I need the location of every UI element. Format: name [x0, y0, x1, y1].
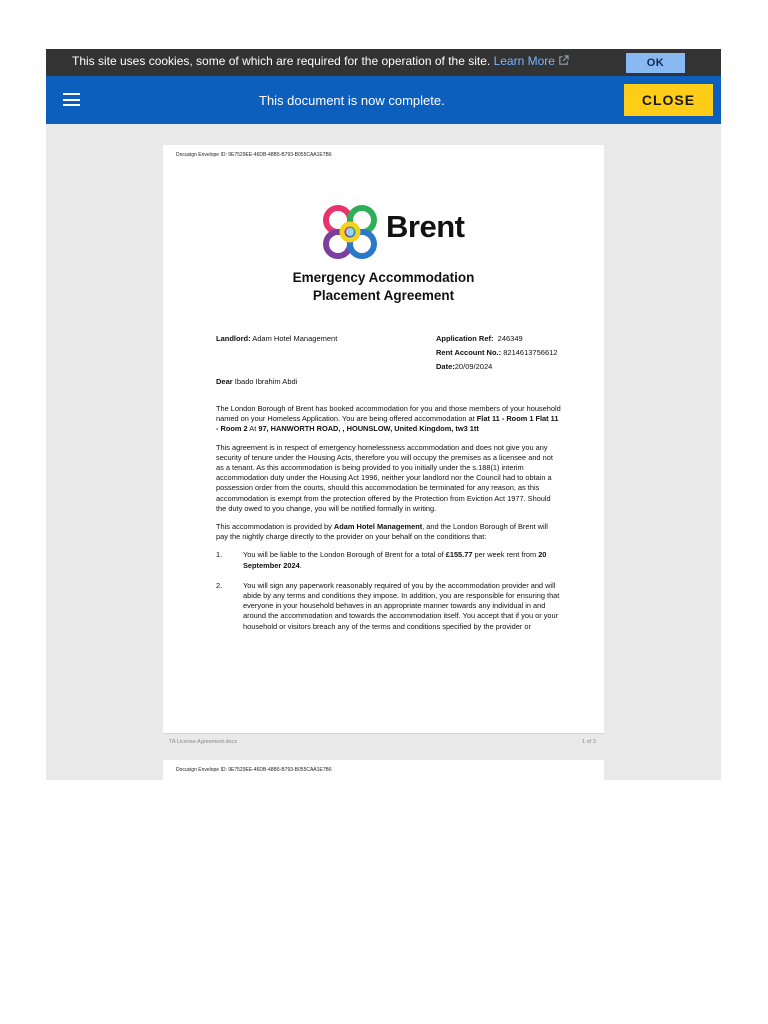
- salutation: [216, 377, 297, 386]
- envelope-id-page-2: Docusign Envelope ID: 9E7529EE-46DB-48B5-B793-B055CAA1E7B6: [176, 767, 332, 773]
- rent-account-value: 8214613756612: [503, 348, 558, 357]
- footer-filename: TA License Agreement.docx: [169, 739, 238, 745]
- learn-more-label: Learn More: [493, 54, 555, 68]
- paragraph-provider: [216, 522, 561, 542]
- hamburger-menu-icon[interactable]: [63, 93, 80, 106]
- date-row: [436, 362, 492, 371]
- external-link-icon: [558, 55, 569, 66]
- para1-text: The London Borough of Brent has booked accommodation for you and those members of your household named on your Homeless Application. You are being offered accommodation at: [216, 404, 561, 424]
- item1-date: 20 September 2024: [243, 550, 547, 570]
- footer-page-number: 1 of 3: [582, 739, 596, 745]
- para3-text-b: , and the London Borough of Brent will pay the nightly charge directly to the provider on your behalf on the conditions that:: [216, 522, 548, 542]
- item2-number: 2.: [216, 580, 223, 590]
- brent-logo-icon: [320, 203, 380, 261]
- application-ref-label: Application Ref:: [436, 334, 494, 343]
- document-page-1: [163, 145, 604, 733]
- paragraph-tenure: This agreement is in respect of emergency homelessness accommodation and does not give you any security of tenure under the Housing Acts, therefore you will occupy the premises as a licensee and not as a tenant. As this accommodation is being provided to you initially under the s.188(1) interim accommodation duty under the Housing Act 1996, neither your landlord nor the Council had to obtain a possession order from the courts, should this accommodation be terminated for any reason, as this accommodation is exempt from the protection offered by the Protection from Eviction Act 1977. Should the duty owed to you change, you will be notified formally in writing.: [216, 442, 553, 513]
- para1-at: At: [249, 424, 257, 434]
- para1-address2: 97, HANWORTH ROAD, , HOUNSLOW, United Kingdom, tw3 1tt: [258, 424, 479, 434]
- completion-header: [46, 76, 721, 124]
- document-viewer: [46, 49, 721, 780]
- condition-item-2: [216, 581, 561, 632]
- landlord-label: Landlord:: [216, 334, 251, 343]
- dear-name: Ibado Ibrahim Abdi: [234, 377, 298, 386]
- item2-text: You will sign any paperwork reasonably required of you by the accommodation provider and will abide by any terms and conditions they impose. In addition, you are responsible for ensuring that everyone in your household behaves in an appropriate manner towards any individual in and around the accommodation and towards the accommodation itself. You accept that if you or your household or visitors breach any of the terms and conditions specified by the provider or: [243, 580, 560, 631]
- para1-address: Flat 11 - Room 1 Flat 11 - Room 2: [216, 414, 559, 434]
- item1-text-a: You will be liable to the London Borough of Brent for a total of: [243, 550, 444, 560]
- application-ref-row: [436, 334, 523, 343]
- para3-provider: Adam Hotel Management: [333, 522, 423, 532]
- close-button[interactable]: CLOSE: [624, 84, 713, 116]
- envelope-id: Docusign Envelope ID: 9E7529EE-46DB-48B5-B793-B055CAA1E7B6: [176, 152, 332, 158]
- item1-text-b: per week rent from: [474, 550, 537, 560]
- paragraph-accommodation: [216, 404, 561, 435]
- completion-message: This document is now complete.: [259, 93, 445, 108]
- date-label: Date:: [436, 362, 455, 371]
- page-divider: [163, 733, 604, 734]
- para3-text-a: This accommodation is provided by: [216, 522, 332, 532]
- rent-account-label: Rent Account No.:: [436, 348, 502, 357]
- document-title: [163, 269, 604, 305]
- item1-number: 1.: [216, 550, 223, 560]
- date-value: 20/09/2024: [454, 362, 493, 371]
- title-line-2: Placement Agreement: [312, 288, 455, 303]
- cookie-message: This site uses cookies, some of which are required for the operation of the site.: [72, 54, 491, 68]
- document-body: [216, 404, 561, 642]
- title-line-1: Emergency Accommodation: [292, 270, 475, 285]
- document-page-2: [163, 760, 604, 780]
- cookie-banner: [46, 49, 721, 76]
- application-ref-value: 246349: [497, 334, 523, 343]
- item1-amount: £155.77: [445, 550, 473, 560]
- cookie-text-wrap: [72, 54, 569, 68]
- landlord-value: Adam Hotel Management: [252, 334, 338, 343]
- cookie-ok-button[interactable]: OK: [626, 53, 685, 73]
- learn-more-link[interactable]: [494, 54, 569, 68]
- rent-account-row: [436, 348, 557, 357]
- item1-end: .: [299, 560, 302, 570]
- dear-label: Dear: [216, 377, 233, 386]
- landlord-row: [216, 334, 337, 343]
- condition-item-1: [216, 550, 561, 570]
- brand-name: Brent: [386, 209, 465, 244]
